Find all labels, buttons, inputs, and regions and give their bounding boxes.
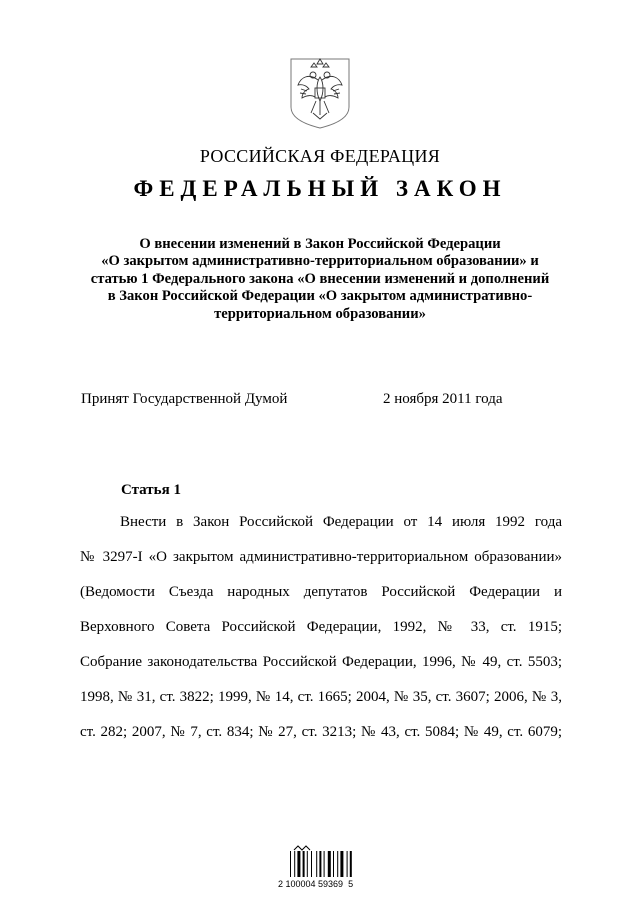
- body-line: Внести в Закон Российской Федерации от 14 июля 1992 года: [120, 514, 562, 530]
- body-line: № 3297-I «О закрытом административно-территориальном образовании»: [80, 549, 562, 565]
- adopted-by: Принят Государственной Думой: [81, 391, 288, 407]
- article-body: [80, 511, 562, 756]
- law-title: [60, 236, 580, 323]
- body-line: Собрание законодательства Российской Федерации, 1996, № 49, ст. 5503;: [80, 654, 562, 670]
- law-title-line: «О закрытом административно-территориальном образовании» и: [101, 253, 539, 270]
- barcode-number: 2 100004 59369 5: [278, 879, 354, 889]
- body-line: ст. 282; 2007, № 7, ст. 834; № 27, ст. 3213; № 43, ст. 5084; № 49, ст. 6079;: [80, 724, 562, 740]
- body-line: 1998, № 31, ст. 3822; 1999, № 14, ст. 1665; 2004, № 35, ст. 3607; 2006, № 3,: [80, 689, 562, 705]
- adoption-date: 2 ноября 2011 года: [383, 391, 503, 407]
- barcode: [290, 845, 362, 877]
- coat-of-arms-emblem: [285, 55, 355, 130]
- document-type: ФЕДЕРАЛЬНЫЙ ЗАКОН: [133, 176, 507, 201]
- law-title-line: О внесении изменений в Закон Российской Федерации: [139, 236, 501, 252]
- law-title-line: в Закон Российской Федерации «О закрытом административно-: [107, 288, 533, 305]
- body-line: (Ведомости Съезда народных депутатов Российской Федерации и: [80, 584, 562, 600]
- body-line: Верховного Совета Российской Федерации, 1992, № 33, ст. 1915;: [80, 619, 562, 635]
- law-title-line: территориальном образовании»: [214, 305, 426, 322]
- article-heading: Статья 1: [121, 482, 181, 498]
- law-title-line: статью 1 Федерального закона «О внесении изменений и дополнений: [90, 270, 550, 287]
- country-name: РОССИЙСКАЯ ФЕДЕРАЦИЯ: [199, 146, 441, 166]
